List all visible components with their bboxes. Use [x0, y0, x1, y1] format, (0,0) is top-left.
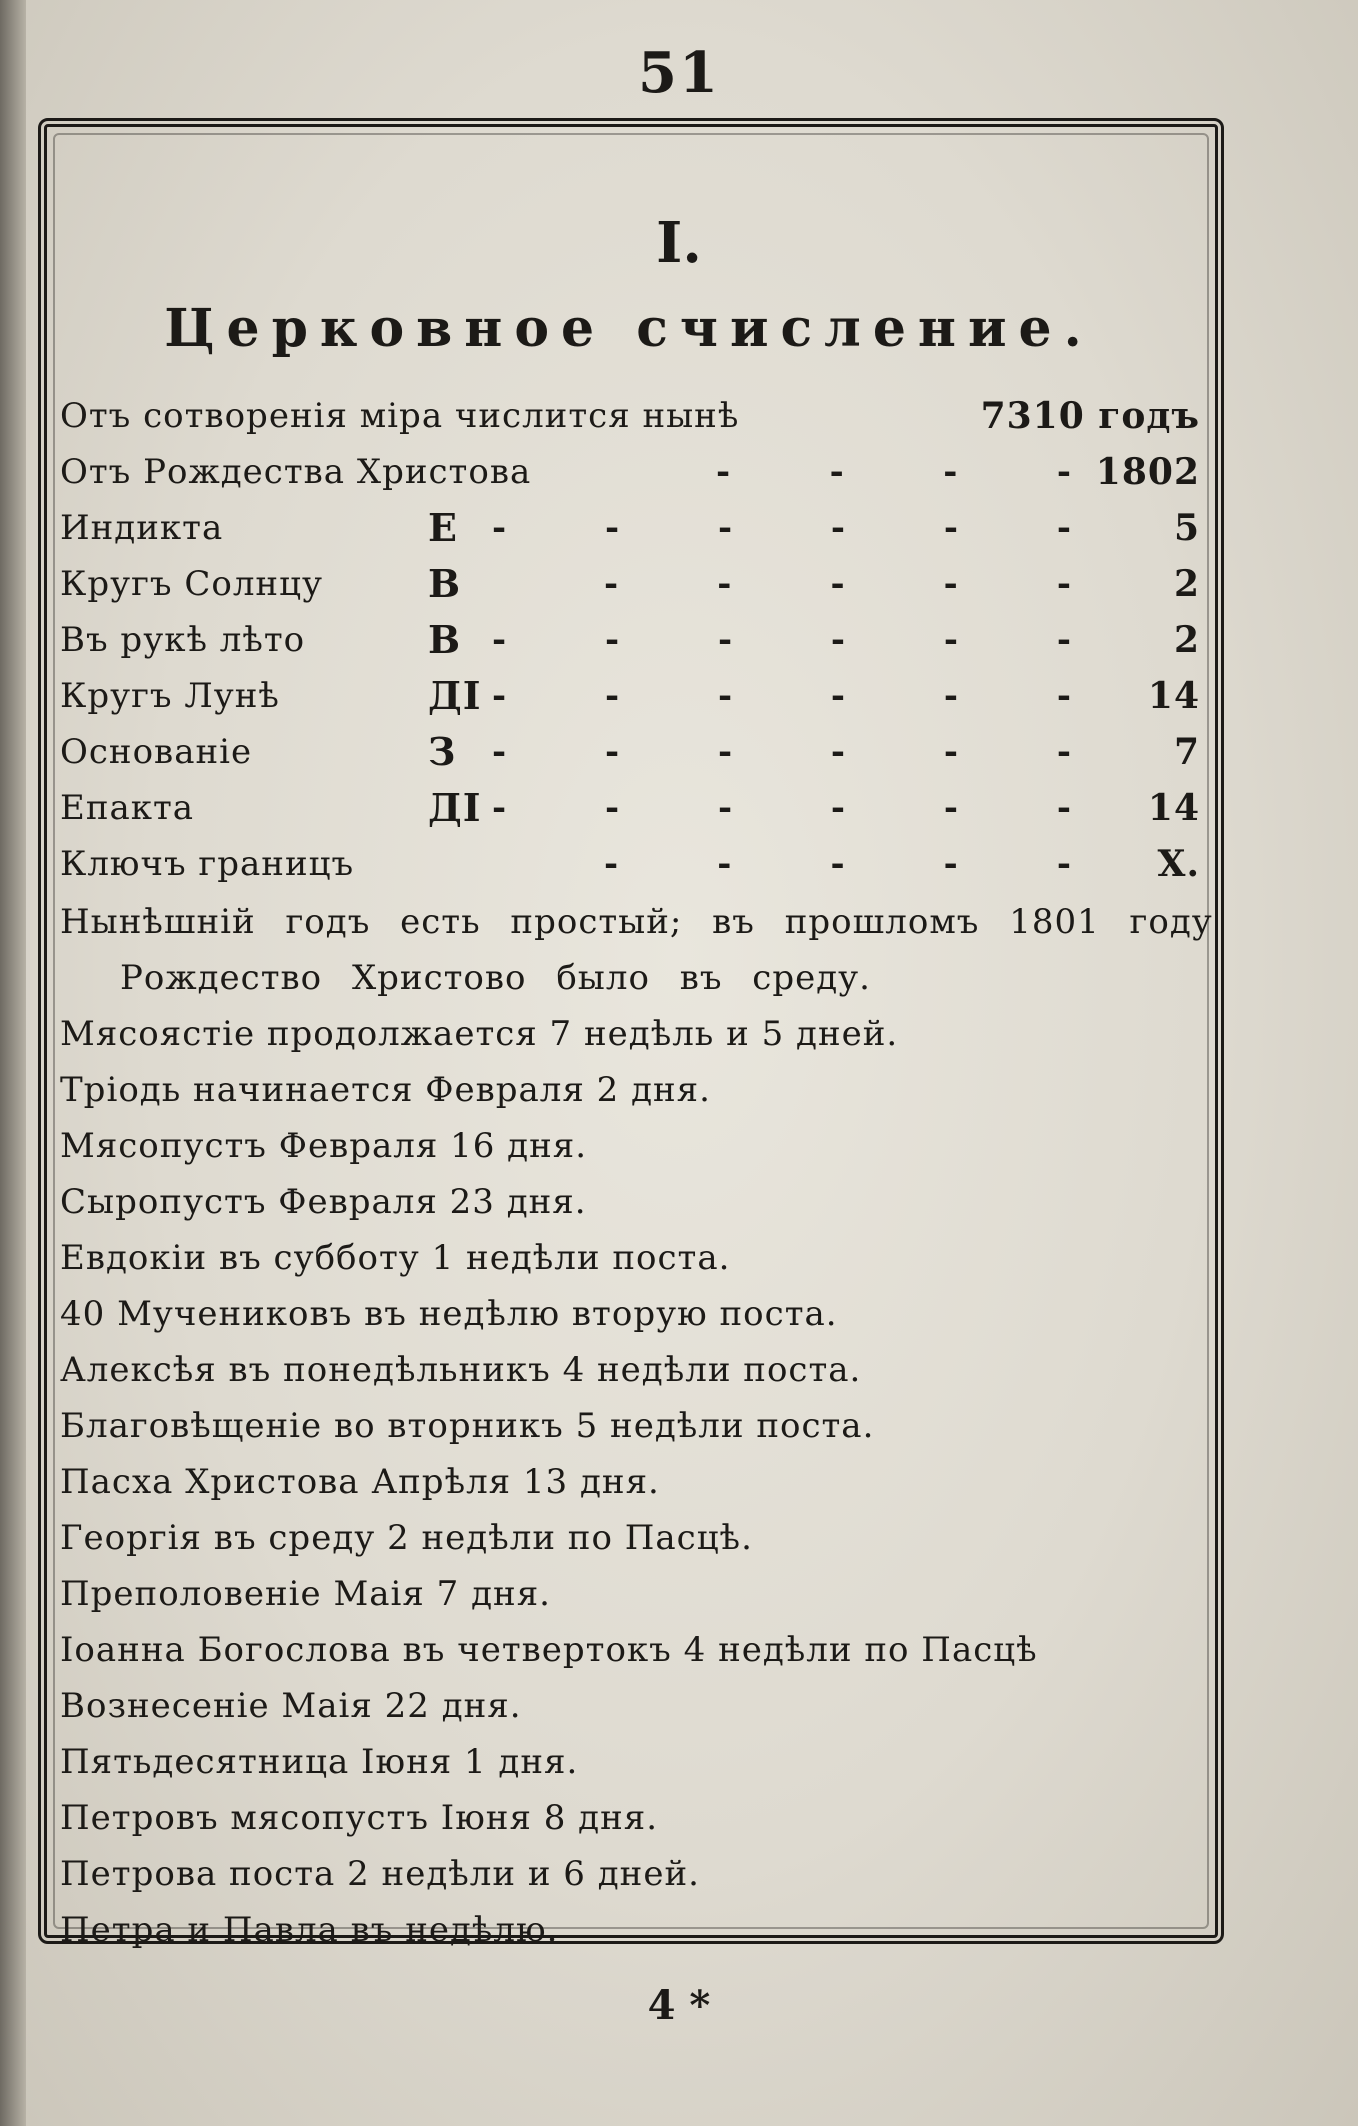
dash-mark: -: [1056, 564, 1072, 604]
dash-mark: -: [830, 564, 846, 604]
table-row: [60, 388, 1200, 444]
section-heading: Церковное счисление.: [164, 298, 1094, 359]
table-row: [60, 836, 1200, 892]
dash-mark: -: [492, 620, 508, 660]
note-line: Мясопустъ Февраля 16 дня.: [60, 1126, 588, 1166]
leader-dashes: [492, 724, 1072, 780]
row-label: Основаніе: [60, 732, 253, 772]
note-line: Вознесеніе Маія 22 дня.: [60, 1686, 522, 1726]
row-letter: В: [428, 561, 462, 606]
dash-mark: -: [943, 676, 959, 716]
row-label: Епакта: [60, 788, 195, 828]
note-line: Петровъ мясопустъ Іюня 8 дня.: [60, 1798, 659, 1838]
note-line: Петрова поста 2 недѣли и 6 дней.: [60, 1854, 700, 1894]
dash-mark: -: [717, 676, 734, 716]
row-letter: ДІ: [428, 785, 482, 830]
page-number: 51: [638, 40, 720, 106]
row-value: 7: [1173, 731, 1200, 773]
calendar-notes: [60, 894, 1213, 1958]
dash-mark: -: [1056, 732, 1072, 772]
dash-mark: -: [717, 564, 733, 604]
dash-mark: -: [1056, 844, 1072, 884]
row-label: Индикта: [60, 508, 224, 548]
dash-mark: -: [830, 732, 847, 772]
dash-mark: -: [604, 844, 620, 884]
section-number: I.: [656, 210, 702, 276]
dash-mark: -: [717, 732, 734, 772]
row-letter: З: [428, 729, 457, 774]
dash-mark: -: [943, 620, 959, 660]
dash-mark: -: [829, 452, 845, 492]
dash-mark: -: [830, 620, 847, 660]
row-value: Х.: [1157, 843, 1200, 885]
note-line: Преполовеніе Маія 7 дня.: [60, 1574, 551, 1614]
row-label: Ключъ границъ: [60, 844, 355, 884]
leader-dashes: [492, 668, 1072, 724]
dash-mark: -: [1056, 452, 1072, 492]
row-value: 2: [1173, 619, 1200, 661]
table-row: [60, 780, 1200, 836]
note-line: Пятьдесятница Іюня 1 дня.: [60, 1742, 579, 1782]
dash-mark: -: [492, 676, 508, 716]
row-letter: В: [428, 617, 462, 662]
row-letter: ДІ: [428, 673, 482, 718]
dash-mark: -: [943, 732, 959, 772]
row-label: Кругъ Лунѣ: [60, 676, 280, 716]
leader-dashes: [604, 836, 1072, 892]
note-line: Петра и Павла въ недѣлю.: [60, 1910, 559, 1950]
leader-dashes: [716, 444, 1072, 500]
dash-mark: -: [717, 844, 733, 884]
dash-mark: -: [1056, 788, 1072, 828]
note-line: Сыропустъ Февраля 23 дня.: [60, 1182, 587, 1222]
dash-mark: -: [830, 676, 847, 716]
note-line: Нынѣшній годъ есть простый; въ прошломъ 1801 году Рождество Христово было въ среду.: [60, 902, 1213, 998]
dash-mark: -: [604, 620, 621, 660]
dash-mark: -: [604, 564, 620, 604]
table-row: [60, 668, 1200, 724]
dash-mark: -: [830, 844, 846, 884]
row-label: Отъ сотворенія міра числится нынѣ: [60, 396, 740, 436]
dash-mark: -: [1056, 676, 1072, 716]
note-line: Евдокіи въ субботу 1 недѣли поста.: [60, 1238, 731, 1278]
dash-mark: -: [943, 564, 959, 604]
dash-mark: -: [830, 788, 847, 828]
row-label: Въ рукѣ лѣто: [60, 620, 306, 660]
note-line: Мясоястіе продолжается 7 недѣль и 5 дней.: [60, 1014, 899, 1054]
dash-mark: -: [717, 620, 734, 660]
dash-mark: -: [492, 508, 508, 548]
table-row: [60, 556, 1200, 612]
signature-mark: 4 *: [647, 1982, 711, 2029]
row-value: 5: [1173, 507, 1200, 549]
dash-mark: -: [604, 732, 621, 772]
leader-dashes: [492, 500, 1072, 556]
note-line: Тріодь начинается Февраля 2 дня.: [60, 1070, 711, 1110]
table-row: [60, 444, 1200, 500]
table-row: [60, 612, 1200, 668]
note-line: Алексѣя въ понедѣльникъ 4 недѣли поста.: [60, 1350, 862, 1390]
leader-dashes: [492, 612, 1072, 668]
row-letter: Е: [428, 505, 458, 550]
dash-mark: -: [943, 508, 959, 548]
leader-dashes: [492, 780, 1072, 836]
dash-mark: -: [492, 788, 508, 828]
table-row: [60, 724, 1200, 780]
dash-mark: -: [1056, 508, 1072, 548]
dash-mark: -: [1056, 620, 1072, 660]
dash-mark: -: [717, 788, 734, 828]
dash-mark: -: [943, 844, 959, 884]
dash-mark: -: [943, 788, 959, 828]
row-label: Отъ Рождества Христова: [60, 452, 532, 492]
dash-mark: -: [717, 508, 734, 548]
note-line: Георгія въ среду 2 недѣли по Пасцѣ.: [60, 1518, 753, 1558]
note-line: 40 Мучениковъ въ недѣлю вторую поста.: [60, 1294, 838, 1334]
dash-mark: -: [604, 508, 621, 548]
church-reckoning-table: [60, 388, 1200, 892]
row-label: Кругъ Солнцу: [60, 564, 323, 604]
leader-dashes: [604, 556, 1072, 612]
row-value: 14: [1147, 787, 1200, 829]
row-value: 1802: [1095, 451, 1200, 493]
dash-mark: -: [492, 732, 508, 772]
row-value: 2: [1173, 563, 1200, 605]
note-line: Благовѣщеніе во вторникъ 5 недѣли поста.: [60, 1406, 875, 1446]
dash-mark: -: [604, 788, 621, 828]
table-row: [60, 500, 1200, 556]
row-value: 14: [1147, 675, 1200, 717]
row-value: 7310 годъ: [980, 395, 1200, 437]
note-line: Іоанна Богослова въ четвертокъ 4 недѣли по Пасцѣ: [60, 1630, 1038, 1670]
dash-mark: -: [830, 508, 847, 548]
dash-mark: -: [604, 676, 621, 716]
dash-mark: -: [943, 452, 959, 492]
dash-mark: -: [716, 452, 732, 492]
note-line: Пасха Христова Апрѣля 13 дня.: [60, 1462, 660, 1502]
